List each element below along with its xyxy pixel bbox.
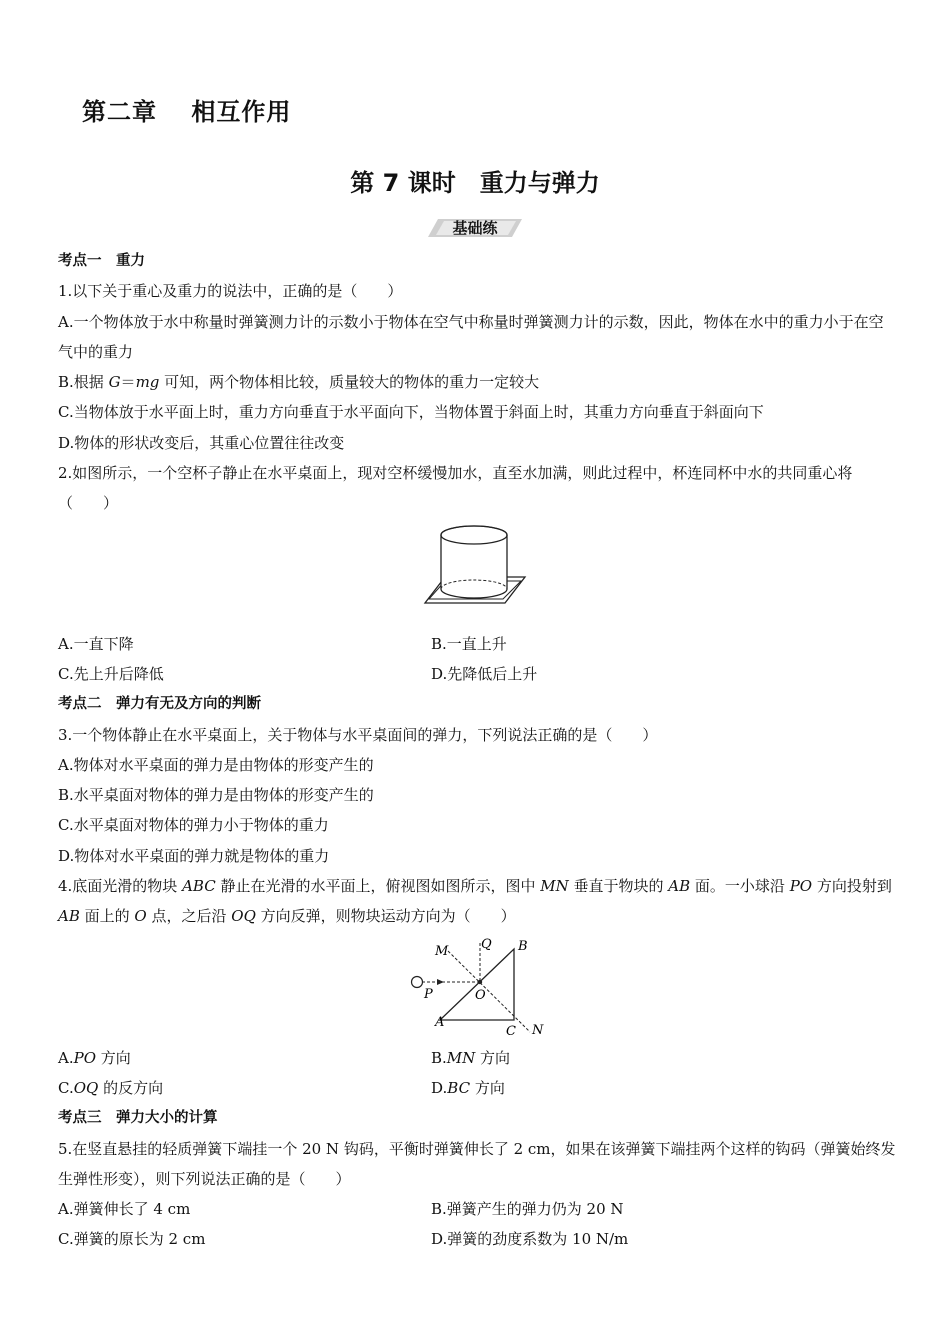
q4-text-3: 垂直于物块的: [568, 877, 669, 896]
q2-option-b: B.一直上升: [431, 634, 507, 653]
q4-text-8: 方向反弹，则物块运动方向为（ ）: [255, 907, 516, 926]
q2-option-a: A.一直下降: [58, 634, 134, 653]
q4-option-a-prefix: A.: [58, 1048, 74, 1067]
q4-option-c-var: OQ: [73, 1078, 99, 1097]
q1-option-c: C.当物体放于水平面上时，重力方向垂直于水平面向下，当物体置于斜面上时，其重力方向垂直于斜面向下: [58, 403, 764, 422]
q1-option-b: [58, 367, 898, 397]
q4-option-b-var: MN: [446, 1048, 476, 1067]
q3-stem: 3.一个物体静止在水平桌面上，关于物体与水平桌面间的弹力，下列说法正确的是（ ）: [58, 725, 658, 744]
q4-var-o: O: [134, 907, 147, 926]
q3-option-a: A.物体对水平桌面的弹力是由物体的形变产生的: [58, 755, 374, 774]
q4-option-b-suffix: 方向: [475, 1048, 511, 1067]
q1-stem: 1.以下关于重心及重力的说法中，正确的是（ ）: [58, 282, 403, 301]
q4-option-c-suffix: 的反方向: [98, 1078, 164, 1097]
q4-option-d-var: BC: [447, 1078, 471, 1097]
q4-text-7: 点，之后沿: [146, 907, 232, 926]
section-heading-3: 考点三 弹力大小的计算: [58, 1110, 218, 1127]
q5-options-row-2: [58, 1224, 898, 1254]
q4-stem: [58, 871, 898, 932]
q4-figure: [58, 932, 898, 1043]
section-heading-1: 考点一 重力: [58, 253, 145, 269]
q5-option-c: C.弹簧的原长为 2 cm: [58, 1230, 206, 1249]
q5-option-d: D.弹簧的劲度系数为 10 N/m: [431, 1230, 629, 1249]
label-p: P: [424, 986, 433, 1002]
q4-var-oq: OQ: [231, 907, 256, 926]
q1-option-b-prefix: B.根据: [58, 373, 109, 392]
q4-options-row-1: [58, 1043, 898, 1073]
q2-options-row-1: [58, 629, 898, 659]
cup-on-table-diagram: [423, 523, 533, 619]
q4-var-ab: AB: [668, 877, 691, 896]
q3-option-b: B.水平桌面对物体的弹力是由物体的形变产生的: [58, 786, 374, 805]
q1-formula-mg: mg: [135, 373, 160, 392]
q4-var-abc: ABC: [182, 877, 216, 896]
q4-option-d-prefix: D.: [431, 1078, 448, 1097]
section-heading-2: 考点二 弹力有无及方向的判断: [58, 696, 261, 713]
q3-option-d: D.物体对水平桌面的弹力就是物体的重力: [58, 846, 330, 865]
label-b: B: [518, 938, 528, 954]
label-q: Q: [481, 936, 492, 952]
q1-formula-eq: ＝: [120, 373, 136, 392]
q2-option-d: D.先降低后上升: [431, 664, 538, 683]
q4-option-d-suffix: 方向: [470, 1078, 505, 1097]
block-top-view-diagram: [408, 937, 548, 1037]
chapter-title: 第二章 相互作用: [82, 98, 292, 126]
q5-options-row-1: [58, 1194, 898, 1224]
q4-option-c: [58, 1073, 431, 1103]
q4-text-1: 4.底面光滑的物块: [58, 877, 183, 896]
q4-option-a: [58, 1043, 431, 1073]
q2-figure: [58, 519, 898, 629]
q4-text-6: 面上的: [79, 907, 135, 926]
lesson-title: 第 7 课时 重力与弹力: [350, 169, 600, 197]
label-n: N: [532, 1022, 544, 1037]
q4-text-2: 静止在光滑的水平面上，俯视图如图所示，图中: [215, 877, 541, 896]
q4-option-a-suffix: 方向: [96, 1048, 131, 1067]
label-c: C: [506, 1023, 516, 1037]
q5-option-b: B.弹簧产生的弹力仍为 20 N: [431, 1200, 624, 1219]
q4-var-ab-2: AB: [58, 907, 80, 926]
q5-stem: 5.在竖直悬挂的轻质弹簧下端挂一个 20 N 钩码，平衡时弹簧伸长了 2 cm，如果在该弹簧下端挂两个这样的钩码（弹簧始终发生弹性形变），则下列说法正确的是（ ）: [58, 1139, 896, 1188]
q4-var-po: PO: [789, 877, 813, 896]
label-m: M: [435, 943, 449, 959]
q2-option-c: C.先上升后降低: [58, 664, 164, 683]
q2-stem: 2.如图所示，一个空杯子静止在水平桌面上，现对空杯缓慢加水，直至水加满，则此过程中，杯连同杯中水的共同重心将（ ）: [58, 464, 853, 513]
q4-var-mn: MN: [540, 877, 569, 896]
q4-option-b-prefix: B.: [431, 1048, 447, 1067]
q3-option-c: C.水平桌面对物体的弹力小于物体的重力: [58, 816, 329, 835]
q4-option-d: [431, 1073, 804, 1103]
label-a: A: [435, 1014, 445, 1030]
q4-options-row-2: [58, 1073, 898, 1103]
q4-text-4: 面。一小球沿: [690, 877, 790, 896]
badge-label: 基础练: [452, 219, 498, 237]
q1-formula-g: G: [108, 373, 121, 392]
q1-option-d: D.物体的形状改变后，其重心位置往往改变: [58, 433, 345, 452]
q2-options-row-2: [58, 659, 898, 689]
q4-text-5: 方向投射到: [812, 877, 892, 896]
q4-option-b: [431, 1043, 804, 1073]
q4-option-c-prefix: C.: [58, 1078, 74, 1097]
q5-option-a: A.弹簧伸长了 4 cm: [58, 1200, 191, 1219]
q1-option-b-suffix: 可知，两个物体相比较，质量较大的物体的重力一定较大: [159, 373, 540, 392]
section-badge: [428, 218, 522, 238]
q1-option-a: A.一个物体放于水中称量时弹簧测力计的示数小于物体在空气中称量时弹簧测力计的示数，因此，物体在水中的重力小于在空气中的重力: [58, 312, 884, 361]
q4-option-a-var: PO: [73, 1048, 96, 1067]
questions: [58, 246, 898, 1255]
label-o: O: [475, 987, 486, 1003]
